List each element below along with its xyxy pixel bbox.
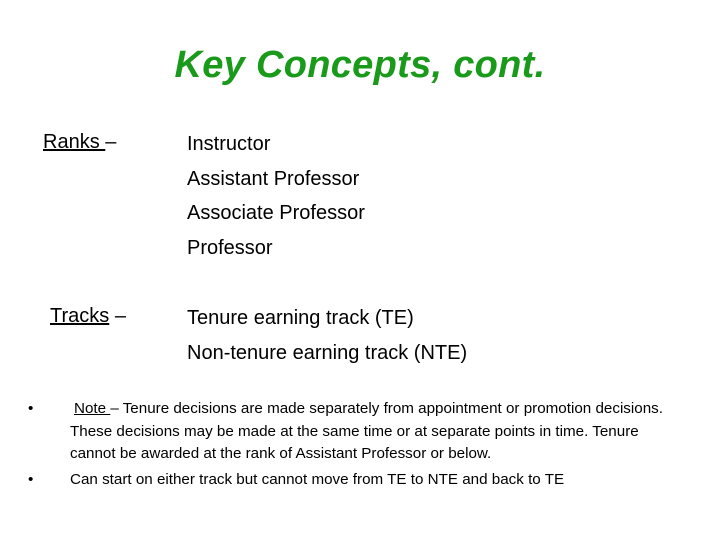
ranks-label: Ranks [43,131,106,153]
track-rule-text: Can start on either track but cannot move from TE to NTE and back to TE [70,470,565,488]
bullet-dot-icon: • [28,400,34,417]
tracks-dash: – [114,305,126,327]
track-item: Non-tenure earning track (NTE) [187,341,468,364]
rank-item: Associate Professor [187,202,365,224]
tracks-list [187,301,467,370]
rank-item: Instructor [187,133,271,155]
track-item: Tenure earning track (TE) [187,307,414,329]
ranks-dash: – [105,131,117,153]
track-rule-bullet [28,469,688,492]
tracks-label: Tracks [50,305,110,327]
note-text: – Tenure decisions are made separately from appointment or promotion decisions. These decisions may be made at the same time or at separate points in time. Tenure cannot be awarded at the rank of Assistant Professor or below. [70,400,663,462]
rank-item: Assistant Professor [187,167,360,190]
rank-item: Professor [187,236,273,259]
ranks-label-group [43,131,116,154]
ranks-list [187,127,365,265]
notes-list [28,398,688,491]
slide-title: Key Concepts, cont. [174,44,546,86]
note-label: Note [74,400,111,417]
bullet-dot-icon: • [28,470,34,488]
tracks-label-group [50,305,126,328]
note-bullet [28,398,688,466]
